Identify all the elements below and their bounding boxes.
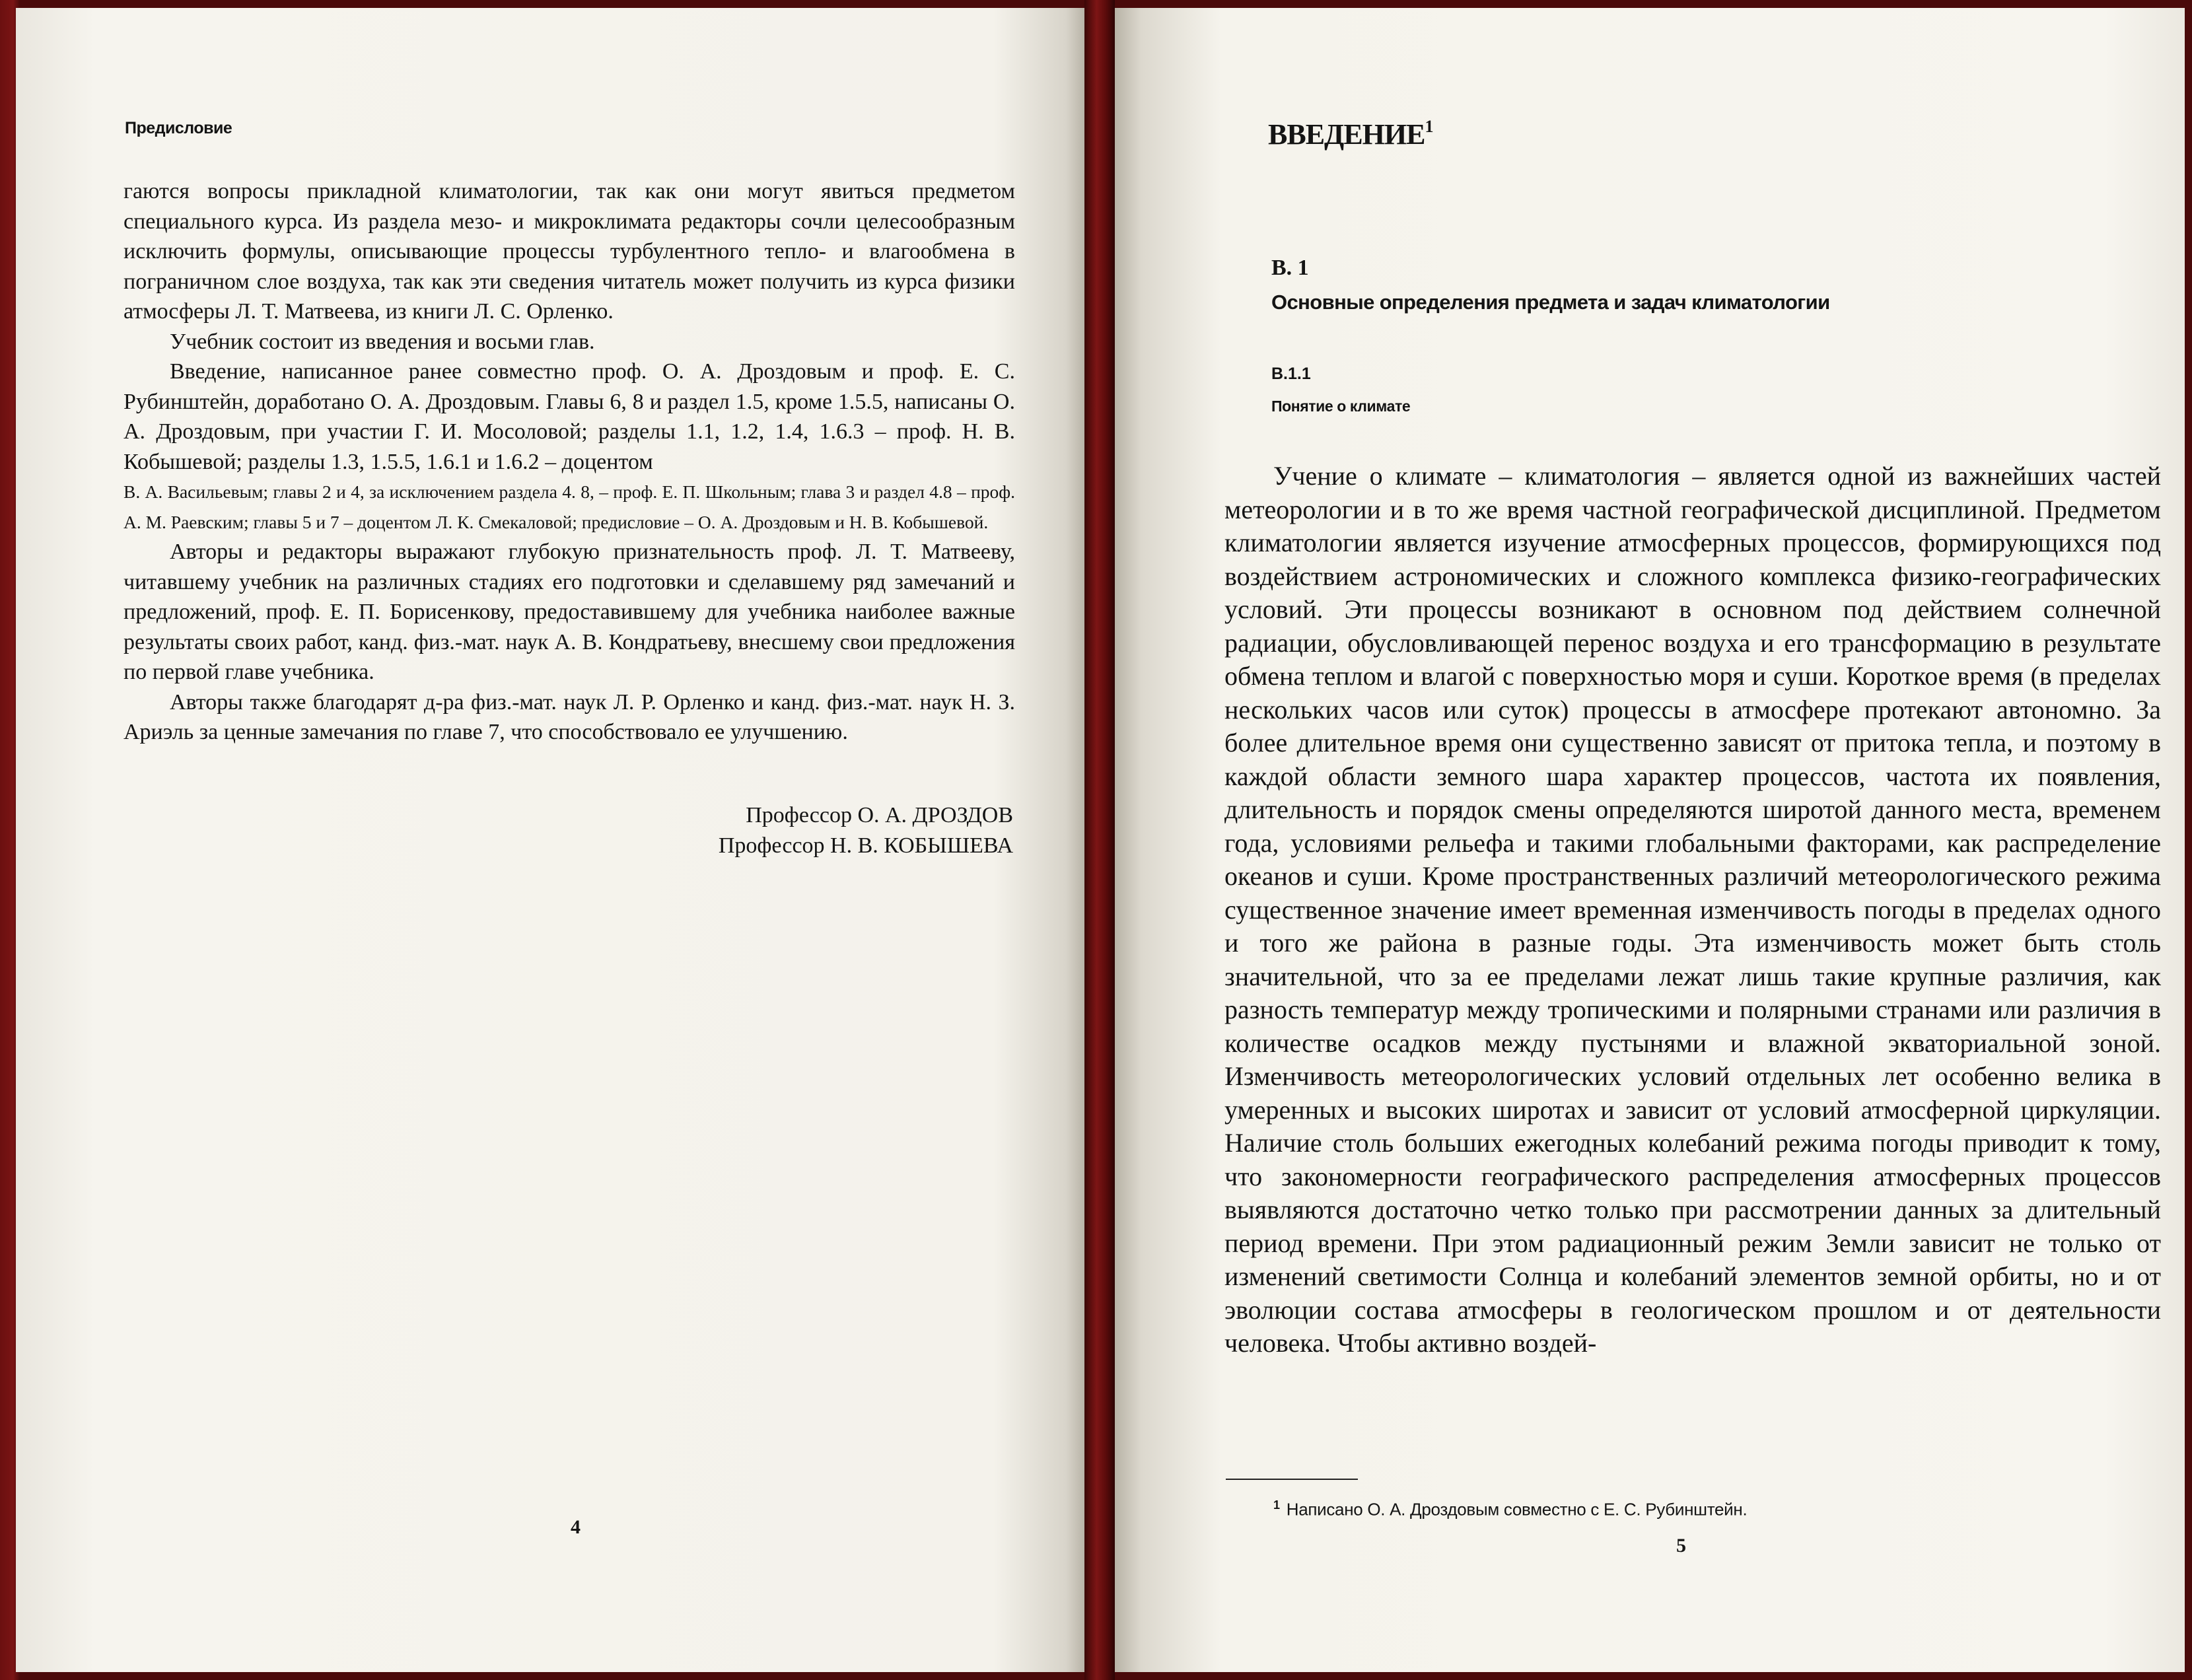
left-page [16, 8, 1084, 1672]
subsection-title: Понятие о климате [1271, 398, 1411, 415]
subsection-number: В.1.1 [1271, 365, 1311, 383]
footnote-divider [1226, 1479, 1358, 1480]
signature-drozdov: Профессор О. А. ДРОЗДОВ [746, 803, 1013, 827]
body-text: Учение о климате – климатология – является одной из важнейших частей метеорологии и в то же время частной географической дисциплиной. Предметом климатологии является изучение атмосферных процессов, формирующихся под воздействием астрономических и сложного комплекса физико-географических условий. Эти процессы возникают в основном под действием солнечной радиации, обусловливающей перенос воздуха и его трансформацию в результате обмена теплом и влагой с поверхностью моря и суши. Короткое время (в пределах нескольких часов или суток) процессы в атмосфере протекают автономно. За более длительное время они существенно зависят от притока тепла, и поэтому в каждой области земного шара характер процессов, частота их появления, длительность и порядок смены определяются широтой данного места, временем года, условиями рельефа и такими глобальными факторами, как распределение океанов и суши. Кроме пространственных различий метеорологического режима существенное значение имеет временная изменчивость погоды в пределах одного и того же района в разные годы. Эта изменчивость может быть столь значительной, что за ее пределами лежат лишь такие крупные различия, как разность температур между тропическими и полярными странами или различия в количестве осадков между пустынями и влажной экваториальной зоной. Изменчивость метеорологических условий отдельных лет особенно велика в умеренных и высоких широтах и зависит от условий атмосферной циркуляции. Наличие столь больших ежегодных колебаний режима погоды приводит к тому, что закономерности географического распределения атмосферных процессов выявляются достаточно четко только при рассмотрении данных за длительный период времени. При этом радиационный режим Земли зависит не только от изменений светимости Солнца и колебаний элементов земной орбиты, но и от эволюции состава атмосферы в геологическом прошлом и от деятельности человека. Чтобы активно воздей- [1224, 461, 2161, 1358]
paragraph: Введение, написанное ранее совместно проф. О. А. Дроздовым и проф. Е. С. Рубинштейн, доработано О. А. Дроздовым. Главы 6, 8 и раздел 1.5, кроме 1.5.5, написаны О. А. Дроздовым, при участии Г. И. Мосоловой; разделы 1.1, 1.2, 1.4, 1.6.3 – проф. Н. В. Кобышевой; разделы 1.3, 1.5.5, 1.6.1 и 1.6.2 – доцентом [124, 359, 1015, 474]
section-number: В. 1 [1271, 256, 1309, 280]
footnote [1273, 1498, 1747, 1520]
page-number: 5 [1676, 1535, 1686, 1557]
section-title: Основные определения предмета и задач климатологии [1271, 291, 1830, 314]
signatures [719, 800, 1013, 861]
paragraph: гаются вопросы прикладной климатологии, так как они могут явиться предметом специального курса. Из раздела мезо- и микроклимата редакторы сочли целесообразным исключить формулы, описывающие процессы турбулентного тепло- и влагообмена в пограничном слое воздуха, так как эти сведения читатель может получить из курса физики атмосферы Л. Т. Матвеева, из книги Л. С. Орленко. [124, 179, 1015, 324]
paragraph: Авторы и редакторы выражают глубокую признательность проф. Л. Т. Матвееву, читавшему учебник на различных стадиях его подготовки и сделавшему ряд замечаний и предложений, проф. Е. П. Борисенкову, предоставившему для учебника наиболее важные результаты своих работ, канд. физ.-мат. наук А. В. Кондратьеву, внесшему свои предложения по первой главе учебника. [124, 540, 1015, 684]
footnote-reference: 1 [1425, 117, 1433, 136]
book-gutter [1084, 0, 1115, 1680]
left-page-body [124, 176, 1015, 748]
bleed-through-texture [841, 114, 847, 143]
chapter-title-text: ВВЕДЕНИЕ [1268, 118, 1425, 151]
signature-kobysheva: Профессор Н. В. КОБЫШЕВА [718, 833, 1013, 858]
footnote-mark: 1 [1273, 1498, 1280, 1512]
running-head: Предисловие [125, 119, 232, 137]
footnote-text: Написано О. А. Дроздовым совместно с Е. С. Рубинштейн. [1286, 1499, 1748, 1520]
paragraph: Авторы также благодарят д-ра физ.-мат. наук Л. Р. Орленко и канд. физ.-мат. наук Н. З. Ариэль за ценные замечания по главе 7, что способствовало ее улучшению. [124, 689, 1015, 744]
right-page [1115, 8, 2185, 1672]
paragraph: Учебник состоит из введения и восьми глав. [170, 329, 595, 354]
page-number: 4 [571, 1516, 581, 1538]
paragraph: В. А. Васильевым; главы 2 и 4, за исключением раздела 4. 8, – проф. Е. П. Школьным; глава 3 и раздел 4.8 – проф. А. М. Раевским; главы 5 и 7 – доцентом Л. К. Смекаловой; предисловие – О. А. Дроздовым и Н. В. Кобышевой. [124, 481, 1015, 532]
chapter-title [1268, 117, 1432, 151]
